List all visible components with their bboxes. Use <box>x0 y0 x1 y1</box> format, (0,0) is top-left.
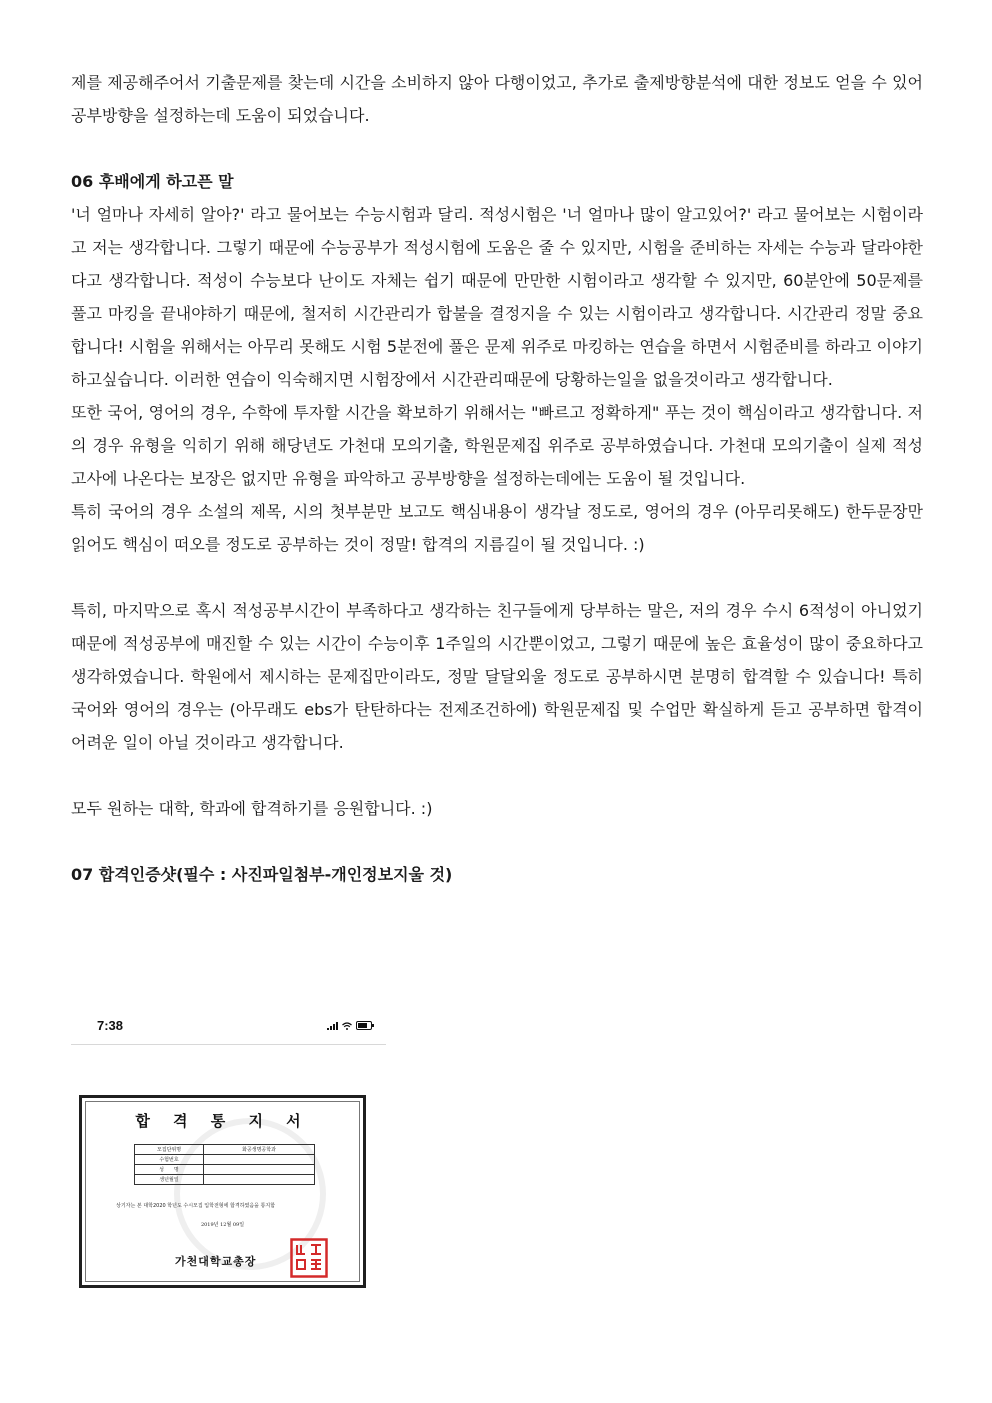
section-6-paragraph-5: 모두 원하는 대학, 학과에 합격하기를 응원합니다. :) <box>71 799 433 818</box>
blank-line <box>71 825 923 858</box>
table-row <box>135 1165 315 1175</box>
certificate-info-table <box>134 1144 315 1185</box>
certificate-title: 합 격 통 지 서 <box>135 1112 310 1130</box>
section-6-paragraph-1: '너 얼마나 자세히 알아?' 라고 물어보는 수능시험과 달리. 적성시험은 '너 얼마나 많이 알고있어?' 라고 물어보는 시험이라고 저는 생각합니다. 그렇기 때문에 수능공부가 적성시험에 도움은 줄 수 있지만, 시험을 준비하는 자세는 수능과 달라야한다고 생각합니다. 적성이 수능보다 난이도 자체는 쉽기 때문에 만만한 시험이라고 생각할 수 있지만, 60분안에 50문제를 풀고 마킹을 끝내야하기 때문에, 철저히 시간관리가 합불을 결정지을 수 있는 시험이라고 생각합니다. 시간관리 정말 중요합니다! 시험을 위해서는 아무리 못해도 시험 5분전에 풀은 문제 위주로 마킹하는 연습을 하면서 시험준비를 하라고 이야기하고싶습니다. 이러한 연습이 익숙해지면 시험장에서 시간관리때문에 당황하는일을 없을것이라고 생각합니다. <box>71 205 923 389</box>
certificate-date: 2019년 12월 09일 <box>200 1222 245 1228</box>
phone-status-bar <box>71 1010 386 1045</box>
table-row <box>135 1145 315 1155</box>
status-icons <box>327 1021 372 1030</box>
section-7-heading: 07 합격인증샷(필수 : 사진파일첨부-개인정보지울 것) <box>71 865 453 884</box>
section-6-paragraph-2: 또한 국어, 영어의 경우, 수학에 투자할 시간을 확보하기 위해서는 "빠르고 정확하게" 푸는 것이 핵심이라고 생각합니다. 저의 경우 유형을 익히기 위해 해당년도 가천대 모의기출, 학원문제집 위주로 공부하였습니다. 가천대 모의기출이 실제 적성고사에 나온다는 보장은 없지만 유형을 파악하고 공부방향을 설정하는데에는 도움이 될 것입니다. <box>71 403 923 488</box>
table-row <box>135 1175 315 1185</box>
section-6-paragraph-4: 특히, 마지막으로 혹시 적성공부시간이 부족하다고 생각하는 친구들에게 당부하는 말은, 저의 경우 수시 6적성이 아니었기 때문에 적성공부에 매진할 수 있는 시간이 수능이후 1주일의 시간뿐이었고, 그렇기 때문에 높은 효율성이 많이 중요하다고 생각하였습니다. 학원에서 제시하는 문제집만이라도, 정말 달달외울 정도로 공부하시면 분명히 합격할 수 있습니다! 특히 국어와 영어의 경우는 (아무래도 ebs가 탄탄하다는 전제조건하에) 학원문제집 및 수업만 확실하게 듣고 공부하면 합격이 어려운 일이 아닐 것이라고 생각합니다. <box>71 601 923 752</box>
row-label: 성 명 <box>135 1165 204 1175</box>
row-value <box>204 1175 315 1185</box>
row-label: 생년월일 <box>135 1175 204 1185</box>
battery-icon <box>356 1021 372 1030</box>
table-row <box>135 1155 315 1165</box>
section-6-heading: 06 후배에게 하고픈 말 <box>71 172 234 191</box>
paragraph-continued: 제를 제공해주어서 기출문제를 찾는데 시간을 소비하지 않아 다행이었고, 추가로 출제방향분석에 대한 정보도 얻을 수 있어 공부방향을 설정하는데 도움이 되었습니다. <box>71 73 923 125</box>
document-body <box>71 66 923 891</box>
official-seal-icon <box>290 1238 328 1278</box>
signal-icon <box>327 1022 338 1030</box>
row-value: 화공생명공학과 <box>204 1145 315 1155</box>
certificate-statement: 상기자는 본 대학2020 학년도 수시모집 입학전형에 합격하였음을 통지함 <box>116 1203 276 1209</box>
row-label: 수험번호 <box>135 1155 204 1165</box>
blank-line <box>71 132 923 165</box>
status-time: 7:38 <box>97 1018 124 1033</box>
wifi-icon <box>342 1022 352 1030</box>
section-6-paragraph-3: 특히 국어의 경우 소설의 제목, 시의 첫부분만 보고도 핵심내용이 생각날 정도로, 영어의 경우 (아무리못해도) 한두문장만 읽어도 핵심이 떠오를 정도로 공부하는 것이 정말! 합격의 지름길이 될 것입니다. :) <box>71 502 923 554</box>
row-value <box>204 1155 315 1165</box>
acceptance-certificate-image <box>79 1095 366 1288</box>
row-label: 모집단위명 <box>135 1145 204 1155</box>
row-value <box>204 1165 315 1175</box>
certificate-issuer: 가천대학교총장 <box>175 1255 257 1268</box>
blank-line <box>71 561 923 594</box>
blank-line <box>71 759 923 792</box>
